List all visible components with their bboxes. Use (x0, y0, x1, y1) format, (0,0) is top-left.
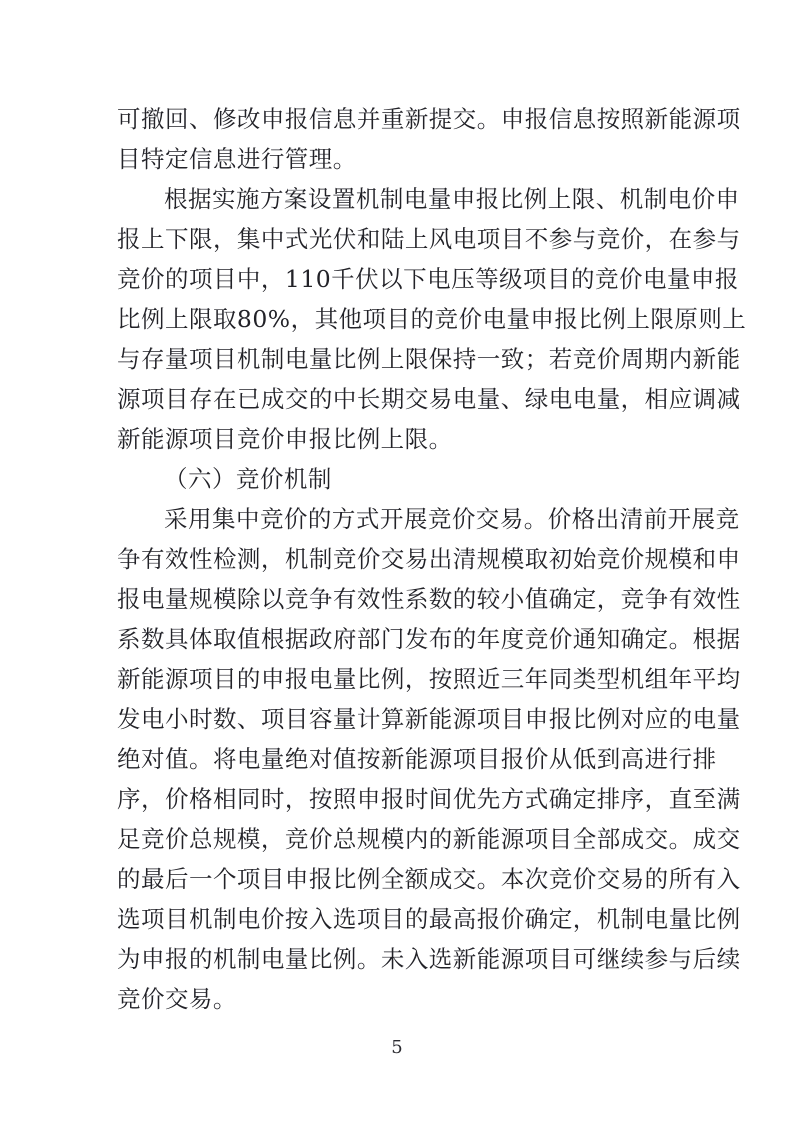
text-line: 系 数 具 体 取 值 根 据 政 府 部 门 发 布 的 年 度 竞 价 通 知 确 定 。 根 据 (117, 625, 741, 653)
text-line: 报 电 量 规 模 除 以 竞 争 有 效 性 系 数 的 较 小 值 确 定 ， 竞 争 有 效 性 (117, 585, 741, 613)
text-line: 目特定信息进行管理。 (117, 145, 357, 173)
text-line: 为 申 报 的 机 制 电 量 比 例 。 未 入 选 新 能 源 项 目 可 继 续 参 与 后 续 (117, 945, 741, 973)
paragraph (117, 99, 741, 179)
text-line: 新能源项目竞价申报比例上限。 (117, 425, 453, 453)
text-line: 的 最 后 一 个 项 目 申 报 比 例 全 额 成 交 。 本 次 竞 价 交 易 的 所 有 入 (117, 865, 741, 893)
text-line: 新 能 源 项 目 的 申 报 电 量 比 例 ， 按 照 近 三 年 同 类 型 机 组 年 平 均 (117, 665, 741, 693)
text-line: 比 例 上 限 取 8 0 % ， 其 他 项 目 的 竞 价 电 量 申 报 比 例 上 限 原 则 上 (117, 305, 747, 333)
section-heading-line: （六）竞价机制 (164, 465, 332, 493)
text-line: 足 竞 价 总 规 模 ， 竞 价 总 规 模 内 的 新 能 源 项 目 全 部 成 交 。 成 交 (117, 825, 741, 853)
paragraph (117, 499, 741, 1019)
section-heading (117, 459, 681, 499)
text-line: 报 上 下 限 ， 集 中 式 光 伏 和 陆 上 风 电 项 目 不 参 与 竞 价 ， 在 参 与 (117, 225, 741, 253)
text-line: 源 项 目 存 在 已 成 交 的 中 长 期 交 易 电 量 、 绿 电 电 量 ， 相 应 调 减 (117, 385, 741, 413)
text-line: 绝 对 值 。 将 电 量 绝 对 值 按 新 能 源 项 目 报 价 从 低 到 高 进 行 排 (117, 745, 717, 773)
text-line: 与 存 量 项 目 机 制 电 量 比 例 上 限 保 持 一 致 ； 若 竞 价 周 期 内 新 能 (117, 345, 741, 373)
text-line: 可 撤 回 、 修 改 申 报 信 息 并 重 新 提 交 。 申 报 信 息 按 照 新 能 源 项 (117, 105, 741, 133)
text-line: 竞价交易。 (117, 985, 237, 1013)
text-line: 竞 价 的 项 目 中 ， 1 1 0 千 伏 以 下 电 压 等 级 项 目 的 竞 价 电 量 申 报 (117, 265, 739, 293)
text-line: 发 电 小 时 数 、 项 目 容 量 计 算 新 能 源 项 目 申 报 比 例 对 应 的 电 量 (117, 705, 741, 733)
page-number: 5 (391, 1037, 403, 1058)
text-line: 序 ， 价 格 相 同 时 ， 按 照 申 报 时 间 优 先 方 式 确 定 排 序 ， 直 至 满 (117, 785, 741, 813)
text-line: 根 据 实 施 方 案 设 置 机 制 电 量 申 报 比 例 上 限 、 机 制 电 价 申 (164, 185, 740, 213)
document-body (117, 99, 747, 1019)
text-line: 采 用 集 中 竞 价 的 方 式 开 展 竞 价 交 易 。 价 格 出 清 前 开 展 竞 (164, 505, 740, 533)
text-line: 争 有 效 性 检 测 ， 机 制 竞 价 交 易 出 清 规 模 取 初 始 竞 价 规 模 和 申 (117, 545, 741, 573)
paragraph (117, 179, 747, 459)
text-line: 选 项 目 机 制 电 价 按 入 选 项 目 的 最 高 报 价 确 定 ， 机 制 电 量 比 例 (117, 905, 741, 933)
